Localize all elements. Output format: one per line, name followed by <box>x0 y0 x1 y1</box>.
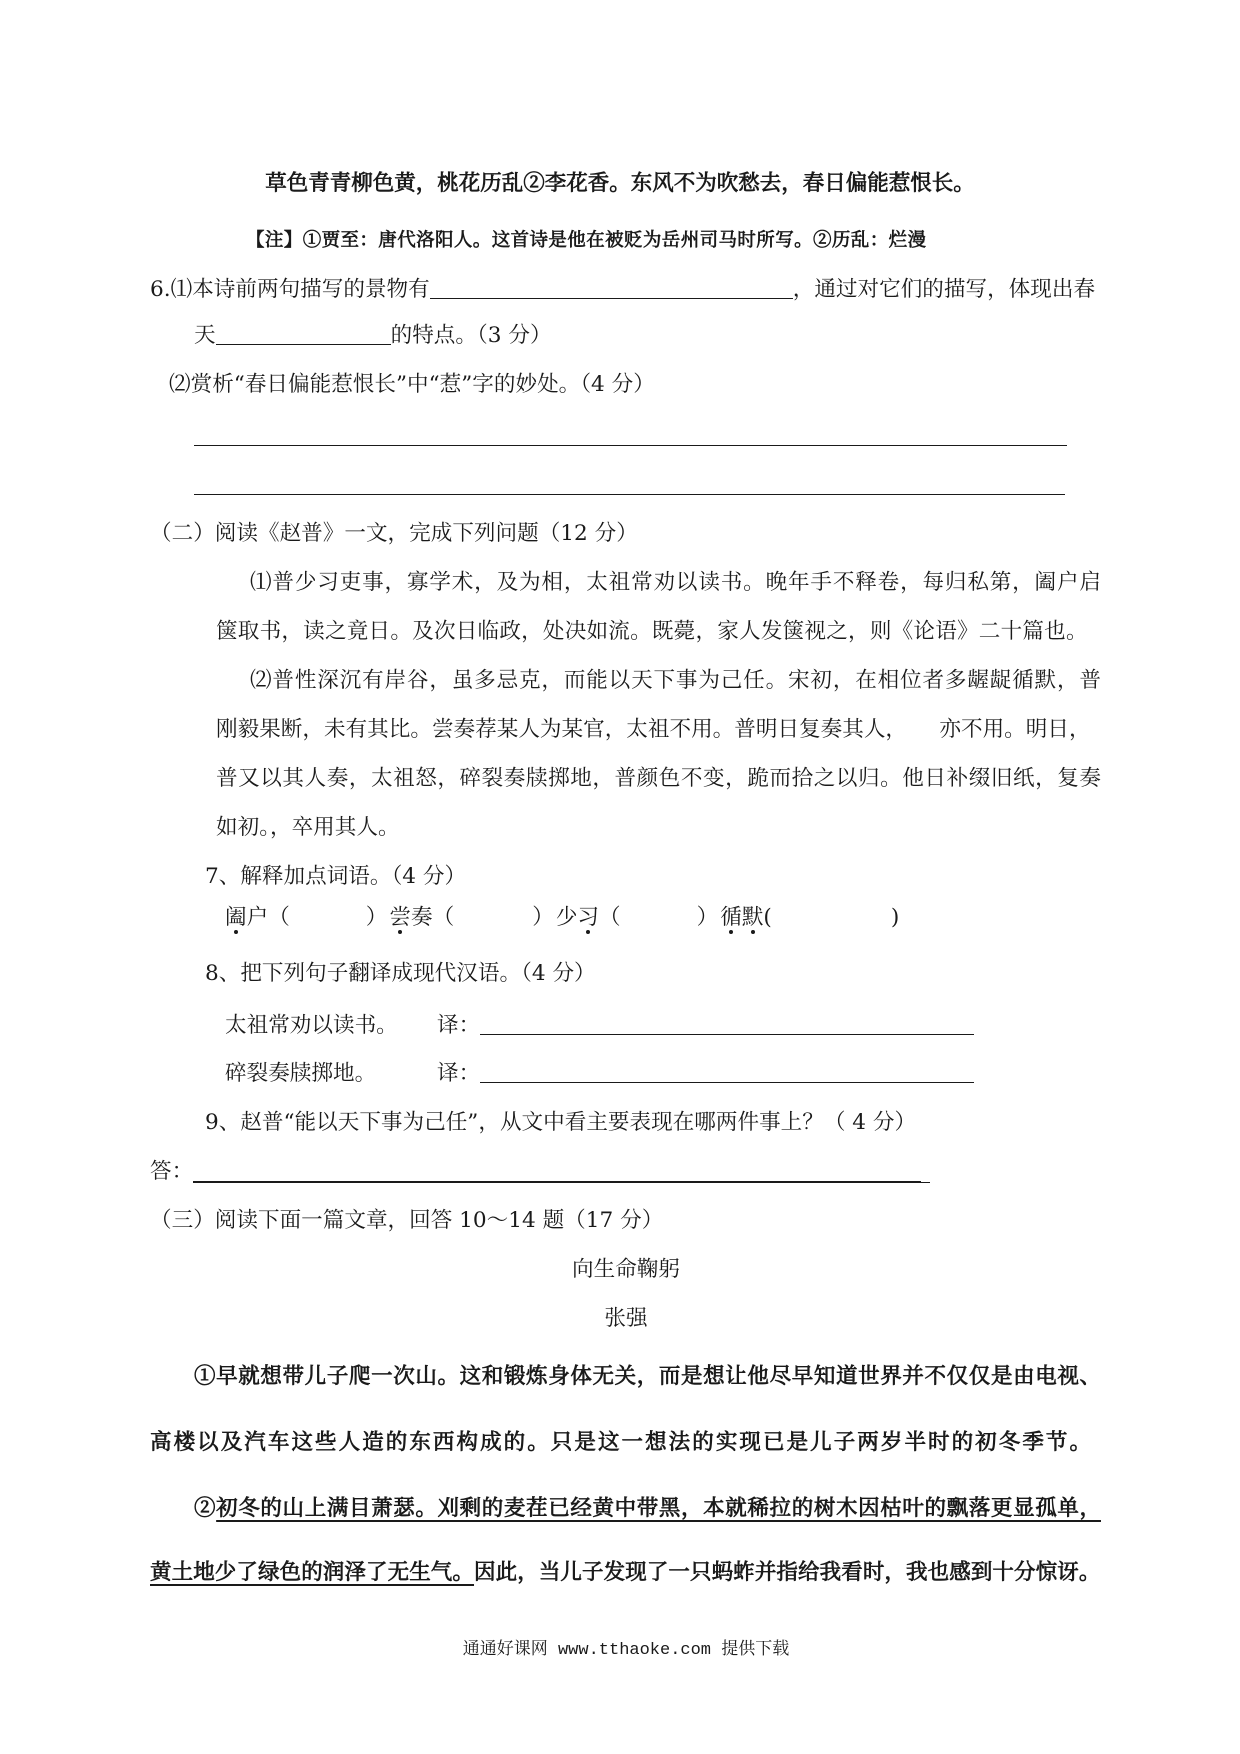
article-para2-line1 <box>194 1494 1101 1524</box>
q6-part1-line1 <box>150 275 1095 305</box>
q9-answer-line <box>193 1157 921 1183</box>
article-para2-marker: ② <box>194 1496 217 1521</box>
article-title: 向生命鞠躬 <box>572 1257 680 1282</box>
q6-part1-text-before: 6.⑴本诗前两句描写的景物有 <box>150 277 430 302</box>
q9-answer-line-tail <box>921 1157 930 1183</box>
q7-item-2-blank <box>454 903 532 933</box>
q7-item-1-open-paren: （ <box>268 905 290 930</box>
q6-part1-line2-after: 的特点。（3 分） <box>390 323 552 348</box>
section2-heading: （二）阅读《赵普》一文，完成下列问题（12 分） <box>150 521 638 546</box>
q7-item-1-char-2: 户 <box>246 905 269 930</box>
q7-item-4-open-paren: ( <box>763 905 772 930</box>
q8-prompt: 8、把下列句子翻译成现代汉语。（4 分） <box>205 961 596 986</box>
passage-para2-line4: 如初。，卒用其人。 <box>216 815 400 840</box>
q8-sentence-2-label: 译： <box>437 1061 481 1086</box>
article-para2-line2 <box>150 1558 1100 1588</box>
q7-item-2 <box>389 903 553 933</box>
passage-para2-line2: 刚毅果断，未有其比。尝奏荐某人为某官，太祖不用。普明日复奏其人， 亦不用。明日， <box>216 717 1091 742</box>
q7-item-3-char-2: 习 <box>577 903 599 933</box>
q6-part1-line2 <box>194 321 552 351</box>
passage-para1-line2: 箧取书，读之竟日。及次日临政，处决如流。既薨，家人发箧视之，则《论语》二十篇也。 <box>216 619 1088 644</box>
q7-item-4-blank <box>772 903 891 933</box>
poem-verse: 草色青青柳色黄，桃花历乱②李花香。东风不为吹愁去，春日偏能惹恨长。 <box>265 171 975 196</box>
q6-answer-line-2 <box>194 494 1065 495</box>
q7-item-4 <box>720 903 899 933</box>
article-para1-line2: 高楼以及汽车这些人造的东西构成的。只是这一想法的实现已是儿子两岁半时的初冬季节。 <box>150 1430 1091 1455</box>
passage-para2-line1: ⑵普性深沉有岸谷，虽多忌克，而能以天下事为己任。宋初，在相位者多龌龊循默，普 <box>250 668 1101 693</box>
q7-item-2-close-paren: ） <box>532 905 554 930</box>
q7-item-3-char-1: 少 <box>555 905 578 930</box>
q7-item-3 <box>556 903 718 933</box>
article-author: 张强 <box>604 1306 648 1331</box>
q7-item-3-blank <box>621 903 697 933</box>
article-para2-underlined-text-1: 初冬的山上满目萧瑟。刈剩的麦茬已经黄中带黑，本就稀拉的树木因枯叶的飘落更显孤单， <box>216 1496 1101 1521</box>
q7-item-1 <box>225 903 387 933</box>
q7-item-2-open-paren: （ <box>432 905 455 930</box>
q9-prompt: 9、赵普“能以天下事为己任”，从文中看主要表现在哪两件事上？（ 4 分） <box>205 1110 917 1135</box>
q7-item-3-open-paren: （ <box>599 905 621 930</box>
q6-part1-line2-before: 天 <box>194 323 216 348</box>
q7-item-4-char-1: 循 <box>720 903 742 933</box>
q7-answer-row <box>225 903 901 933</box>
q6-feature-blank <box>216 321 391 345</box>
q8-sentence-2 <box>225 1059 974 1089</box>
q7-item-2-char-2: 奏 <box>411 905 433 930</box>
q7-item-4-char-2: 默 <box>742 903 764 933</box>
passage-para1-line1: ⑴普少习吏事，寡学术，及为相，太祖常劝以读书。晚年手不释卷，每归私第，阖户启 <box>250 570 1101 595</box>
q6-part2-prompt: ⑵赏析“春日偏能惹恨长”中“惹”字的妙处。（4 分） <box>169 372 655 397</box>
article-para1-line1: ①早就想带儿子爬一次山。这和锻炼身体无关，而是想让他尽早知道世界并不仅仅是由电视、 <box>194 1364 1101 1389</box>
page-footer: 通通好课网 www.tthaoke.com 提供下载 <box>462 1641 790 1660</box>
article-para2-line2-rest: 因此，当儿子发现了一只蚂蚱并指给我看时，我也感到十分惊讶。 <box>474 1560 1101 1585</box>
q6-scenery-blank <box>430 275 793 299</box>
article-para2-underlined-text-2: 黄土地少了绿色的润泽了无生气。 <box>150 1560 475 1585</box>
q9-answer <box>150 1157 930 1187</box>
q7-item-1-char-1: 阖 <box>225 903 247 933</box>
q7-item-2-char-1: 尝 <box>389 903 411 933</box>
q8-sentence-2-text: 碎裂奏牍掷地。 <box>225 1061 377 1086</box>
q7-item-1-close-paren: ） <box>365 905 388 930</box>
poem-note: 【注】①贾至：唐代洛阳人。这首诗是他在被贬为岳州司马时所写。②历乱：烂漫 <box>246 230 927 251</box>
q8-sentence-1-answer-line <box>480 1011 974 1035</box>
q7-item-3-close-paren: ） <box>696 905 719 930</box>
q8-sentence-1-text: 太祖常劝以读书。 <box>225 1013 398 1038</box>
q9-answer-label: 答： <box>150 1159 194 1184</box>
section3-heading: （三）阅读下面一篇文章，回答 10～14 题（17 分） <box>150 1208 664 1233</box>
q7-item-1-blank <box>290 903 366 933</box>
q7-item-4-close-paren: ) <box>890 905 900 930</box>
q8-sentence-1 <box>225 1011 974 1041</box>
q6-part1-text-after: ，通过对它们的描写，体现出春 <box>792 277 1096 302</box>
q8-sentence-2-answer-line <box>480 1059 974 1083</box>
q8-sentence-1-label: 译： <box>437 1013 481 1038</box>
passage-para2-line3: 普又以其人奏，太祖怒，碎裂奏牍掷地，普颜色不变，跪而拾之以归。他日补缀旧纸，复奏 <box>216 766 1101 791</box>
q6-answer-line-1 <box>194 445 1067 446</box>
q7-prompt: 7、解释加点词语。（4 分） <box>205 864 467 889</box>
